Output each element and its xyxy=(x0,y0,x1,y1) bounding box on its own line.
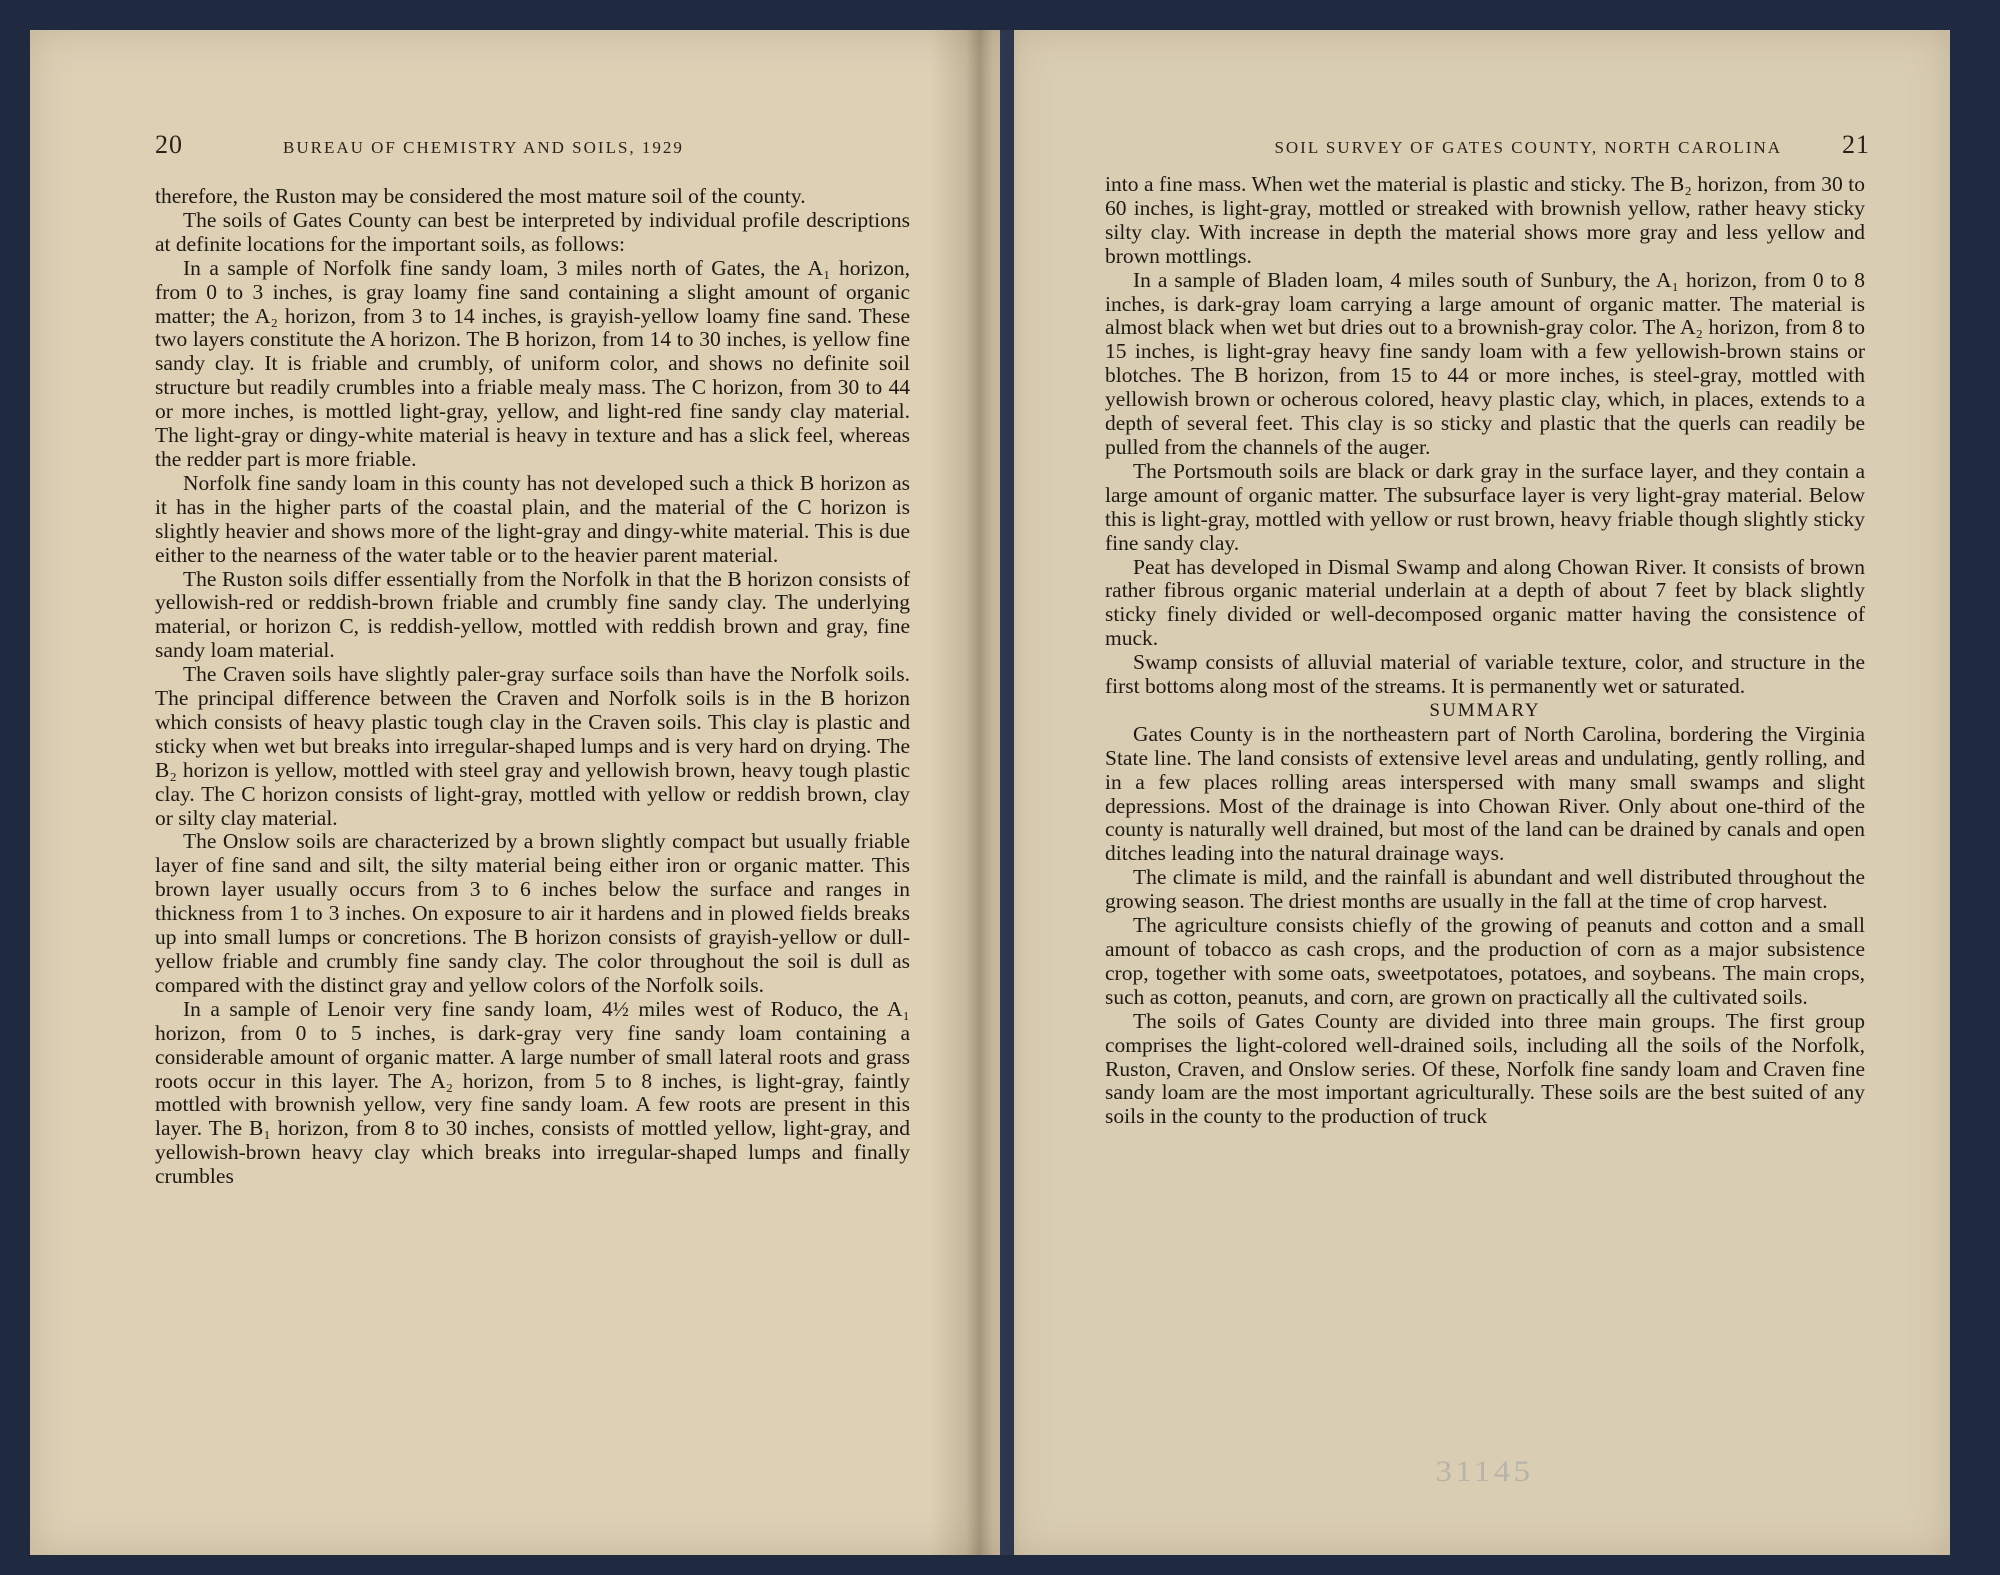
paragraph: The climate is mild, and the rainfall is abundant and well distributed throughout the growing season. The driest months are usually in the fall at the time of crop harvest. xyxy=(1105,865,1865,914)
right-page-header xyxy=(1110,130,1870,166)
paragraph: into a fine mass. When wet the material is plastic and sticky. The B₂ horizon, from 30 to 60 inches, is light-gray, mottled or streaked with brownish yellow, rather heavy sticky silty clay. With increase in depth the material shows more gray and less yellow and brown mottlings. xyxy=(1105,172,1865,268)
paragraph: In a sample of Norfolk fine sandy loam, 3 miles north of Gates, the A₁ horizon, from 0 to 3 inches, is gray loamy fine sand containing a slight amount of organic matter; the A₂ horizon, from 3 to 14 inches, is grayish-yellow loamy fine sand. These two layers constitute the A horizon. The B horizon, from 14 to 30 inches, is yellow fine sandy clay. It is friable and crumbly, of uniform color, and shows no definite soil structure but readily crumbles into a friable mealy mass. The C horizon, from 30 to 44 or more inches, is mottled light-gray, yellow, and light-red fine sandy clay material. The light-gray or dingy-white material is heavy in texture and has a slick feel, whereas the redder part is more friable. xyxy=(155,255,910,471)
page-gutter xyxy=(930,30,1020,1555)
paragraph: The Craven soils have slightly paler-gray surface soils than have the Norfolk soils. The principal difference between the Craven and Norfolk soils is in the B horizon which consists of heavy plastic tough clay in the Craven soils. This clay is plastic and sticky when wet but breaks into irregular-shaped lumps and is very hard on drying. The B₂ horizon is yellow, mottled with steel gray and yellowish brown, heavy tough plastic clay. The C horizon consists of light-gray, mottled with yellow or reddish brown, clay or silty clay material. xyxy=(155,662,910,830)
paragraph: Peat has developed in Dismal Swamp and along Chowan River. It consists of brown rather fibrous organic material underlain at a depth of about 7 feet by black slightly sticky finely divided or well-decomposed organic matter having the consistence of muck. xyxy=(1105,554,1865,651)
paragraph: In a sample of Lenoir very fine sandy loam, 4½ miles west of Roduco, the A₁ horizon, from 0 to 5 inches, is dark-gray very fine sandy loam containing a considerable amount of organic matter. A large number of small lateral roots and grass roots occur in this layer. The A₂ horizon, from 5 to 8 inches, is light-gray, faintly mottled with brownish yellow, very fine sandy loam. A few roots are present in this layer. The B₁ horizon, from 8 to 30 inches, consists of mottled yellow, light-gray, and yellowish-brown heavy clay which breaks into irregular-shaped lumps and finally crumbles xyxy=(155,996,910,1189)
paragraph: The soils of Gates County are divided into three main groups. The first group comprises the light-colored well-drained soils, including all the soils of the Norfolk, Ruston, Craven, and Onslow series. Of these, Norfolk fine sandy loam and Craven fine sandy loam are the most important agriculturally. These soils are the best suited of any soils in the county to the production of truck xyxy=(1105,1008,1865,1129)
right-text-column xyxy=(1105,173,1865,1129)
right-running-title: SOIL SURVEY OF GATES COUNTY, NORTH CAROLINA xyxy=(1274,138,1782,157)
paragraph: The soils of Gates County can best be interpreted by individual profile descriptions at definite locations for the important soils, as follows: xyxy=(155,207,910,256)
paragraph: Norfolk fine sandy loam in this county has not developed such a thick B horizon as it has in the higher parts of the coastal plain, and the material of the C horizon is slightly heavier and shows more of the light-gray and dingy-white material. This is due either to the nearness of the water table or to the heavier parent material. xyxy=(155,470,910,567)
left-page-header xyxy=(155,130,910,166)
left-running-title: BUREAU OF CHEMISTRY AND SOILS, 1929 xyxy=(283,138,684,157)
paragraph: The Onslow soils are characterized by a brown slightly compact but usually friable layer of fine sand and silt, the silty material being either iron or organic matter. This brown layer usually occurs from 3 to 6 inches below the surface and ranges in thickness from 1 to 3 inches. On exposure to air it hardens and in plowed fields breaks up into small lumps or concretions. The B horizon consists of grayish-yellow or dull-yellow friable and crumbly fine sandy clay. The color throughout the soil is dull as compared with the distinct gray and yellow colors of the Norfolk soils. xyxy=(155,829,910,997)
paragraph: The Portsmouth soils are black or dark gray in the surface layer, and they contain a large amount of organic matter. The subsurface layer is very light-gray material. Below this is light-gray, mottled with yellow or rust brown, heavy friable though slightly sticky fine sandy clay. xyxy=(1105,458,1865,555)
paragraph: Gates County is in the northeastern part of North Carolina, bordering the Virginia State line. The land consists of extensive level areas and undulating, gently rolling, and in a few places rolling areas interspersed with many small swamps and slight depressions. Most of the drainage is into Chowan River. Only about one-third of the county is naturally well drained, but most of the land can be drained by canals and open ditches leading into the natural drainage ways. xyxy=(1105,721,1865,866)
paragraph: The Ruston soils differ essentially from the Norfolk in that the B horizon consists of yellowish-red or reddish-brown friable and crumbly fine sandy clay. The underlying material, or horizon C, is reddish-yellow, mottled with reddish brown and gray, fine sandy loam material. xyxy=(155,566,910,663)
left-text-column xyxy=(155,185,910,1189)
left-page-number: 20 xyxy=(155,130,183,159)
paragraph: Swamp consists of alluvial material of variable texture, color, and structure in the first bottoms along most of the streams. It is permanently wet or saturated. xyxy=(1105,650,1865,699)
section-heading-summary: SUMMARY xyxy=(1429,699,1541,721)
paragraph: In a sample of Bladen loam, 4 miles south of Sunbury, the A₁ horizon, from 0 to 8 inches, is dark-gray loam carrying a large amount of organic matter. The material is almost black when wet but dries out to a brownish-gray color. The A₂ horizon, from 8 to 15 inches, is light-gray heavy fine sandy loam with a few yellowish-brown stains or blotches. The B horizon, from 15 to 44 or more inches, is steel-gray, mottled with yellowish brown or ocherous colored, heavy plastic clay, which, in places, extends to a depth of several feet. This clay is so sticky and plastic that the querls can readily be pulled from the channels of the auger. xyxy=(1105,267,1865,459)
paragraph: The agriculture consists chiefly of the growing of peanuts and cotton and a small amount of tobacco as cash crops, and the production of corn as a major subsistence crop, together with some oats, sweetpotatoes, potatoes, and soybeans. The main crops, such as cotton, peanuts, and corn, are grown on practically all the cultivated soils. xyxy=(1105,913,1865,1009)
paragraph: therefore, the Ruston may be considered the most mature soil of the county. xyxy=(155,184,806,208)
right-page-number: 21 xyxy=(1842,130,1870,159)
library-stamp: 31145 xyxy=(1435,1455,1534,1488)
